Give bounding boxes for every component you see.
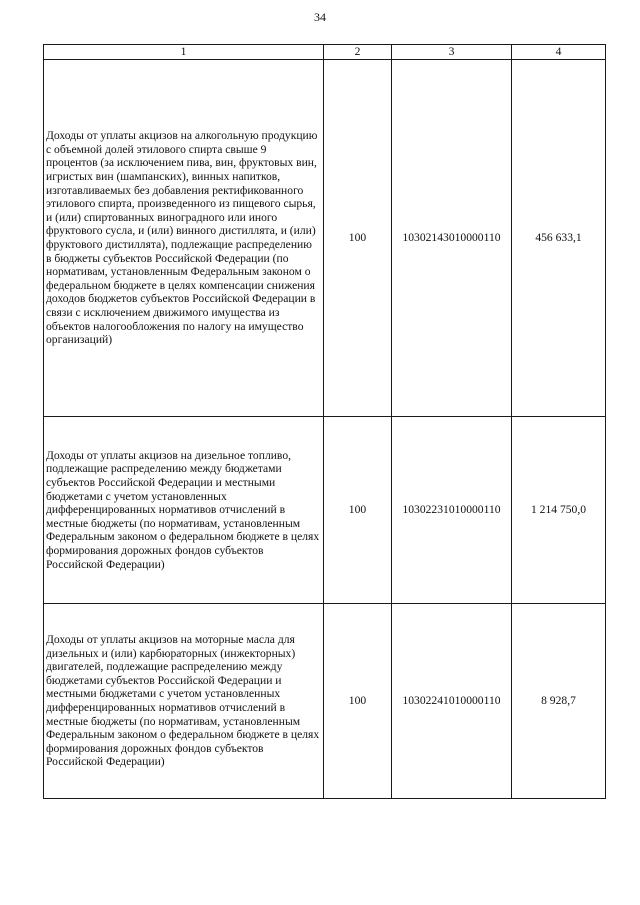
column-header: 4 [512,45,606,60]
column-header: 3 [392,45,512,60]
kbk-code-cell: 10302231010000110 [392,417,512,604]
admin-code-cell: 100 [324,417,392,604]
column-header: 2 [324,45,392,60]
kbk-code-cell: 10302143010000110 [392,60,512,417]
revenue-name-cell: Доходы от уплаты акцизов на алкогольную продукцию с объемной долей этилового спирта свыше 9 процентов (за исключением пива, вин, фруктовых вин, игристых вин (шампанских), винных напитков, изготавливаемых без добавления ректификованного этилового спирта, произведенного из пищевого сырья, и (или) спиртованных виноградного или иного фруктового сусла, и (или) винного дистиллята, и (или) фруктового дистиллята), подлежащие распределению в бюджеты субъектов Российской Федерации (по нормативам, установленным Федеральным законом о федеральном бюджете в целях компенсации снижения доходов бюджетов субъектов Российской Федерации в связи с исключением движимого имущества из объектов налогообложения по налогу на имущество организаций) [44,60,324,417]
table-row [44,60,606,417]
revenue-name-cell: Доходы от уплаты акцизов на моторные масла для дизельных и (или) карбюраторных (инжекторных) двигателей, подлежащие распределению между бюджетами субъектов Российской Федерации и местными бюджетами с учетом установленных дифференцированных нормативов отчислений в местные бюджеты (по нормативам, установленным Федеральным законом о федеральном бюджете в целях формирования дорожных фондов субъектов Российской Федерации) [44,604,324,799]
amount-cell: 8 928,7 [512,604,606,799]
page-number: 34 [314,10,326,24]
revenue-name-cell: Доходы от уплаты акцизов на дизельное топливо, подлежащие распределению между бюджетами субъектов Российской Федерации и местными бюджетами с учетом установленных дифференцированных нормативов отчислений в местные бюджеты (по нормативам, установленным Федеральным законом о федеральном бюджете в целях формирования дорожных фондов субъектов Российской Федерации) [44,417,324,604]
table-header-row [44,45,606,60]
table-row [44,417,606,604]
table-row [44,604,606,799]
amount-cell: 456 633,1 [512,60,606,417]
admin-code-cell: 100 [324,60,392,417]
column-header: 1 [44,45,324,60]
kbk-code-cell: 10302241010000110 [392,604,512,799]
admin-code-cell: 100 [324,604,392,799]
revenue-table [43,44,606,799]
amount-cell: 1 214 750,0 [512,417,606,604]
